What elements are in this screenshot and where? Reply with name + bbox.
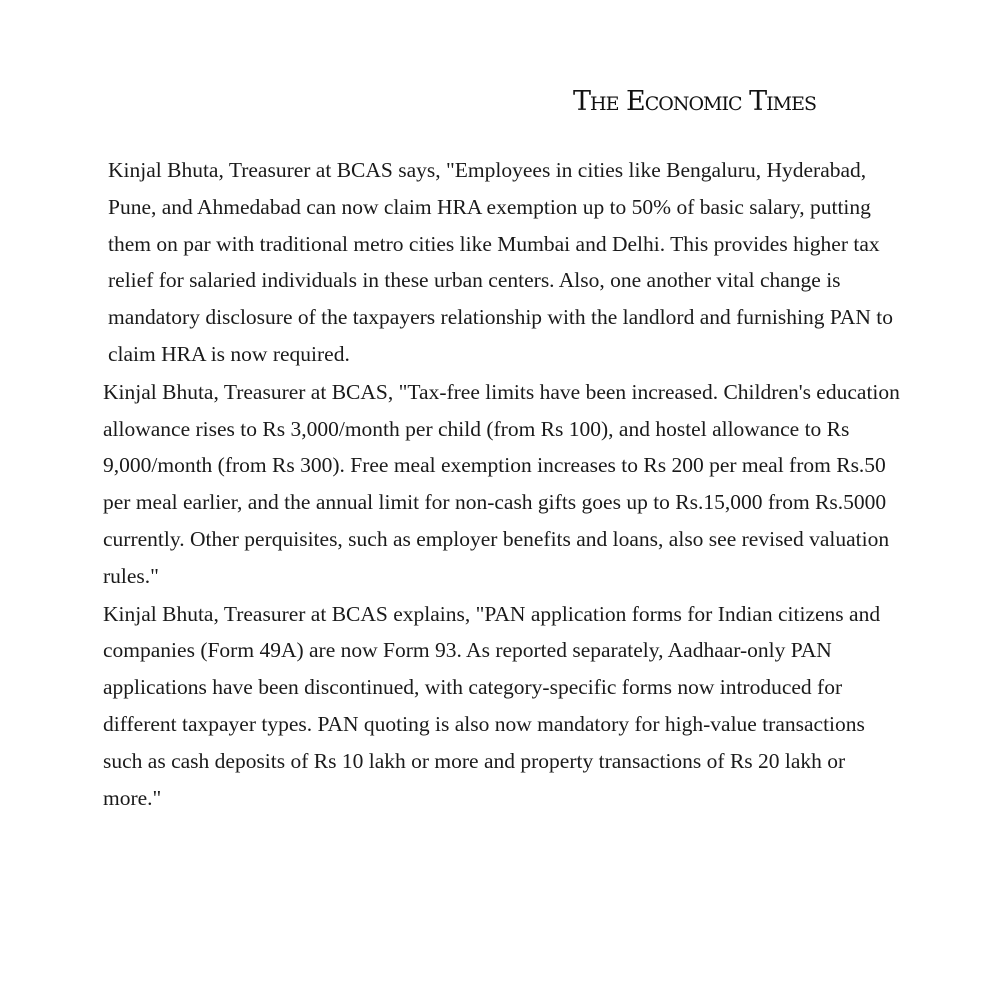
- article-paragraph-allowances: Kinjal Bhuta, Treasurer at BCAS, "Tax-free limits have been increased. Children's education allowance rises to Rs 3,000/month per child (from Rs 100), and hostel allowance to Rs 9,000/month (from Rs 300). Free meal exemption increases to Rs 200 per meal from Rs.50 per meal earlier, and the annual limit for non-cash gifts goes up to Rs.15,000 from Rs.5000 currently. Other perquisites, such as employer benefits and loans, also see revised valuation rules.": [103, 379, 900, 588]
- masthead-title: The Economic Times: [573, 86, 816, 117]
- article-paragraph-pan: Kinjal Bhuta, Treasurer at BCAS explains, "PAN application forms for Indian citizens and companies (Form 49A) are now Form 93. As reported separately, Aadhaar-only PAN applications have been discontinued, with category-specific forms now introduced for different taxpayer types. PAN quoting is also now mandatory for high-value transactions such as cash deposits of Rs 10 lakh or more and property transactions of Rs 20 lakh or more.": [103, 601, 881, 810]
- article-body: [103, 152, 903, 816]
- publication-masthead: [573, 88, 816, 115]
- article-paragraph-hra: Kinjal Bhuta, Treasurer at BCAS says, "Employees in cities like Bengaluru, Hyderabad, Pune, and Ahmedabad can now claim HRA exemption up to 50% of basic salary, putting them on par with traditional metro cities like Mumbai and Delhi. This provides higher tax relief for salaried individuals in these urban centers. Also, one another vital change is mandatory disclosure of the taxpayers relationship with the landlord and furnishing PAN to claim HRA is now required.: [108, 158, 894, 366]
